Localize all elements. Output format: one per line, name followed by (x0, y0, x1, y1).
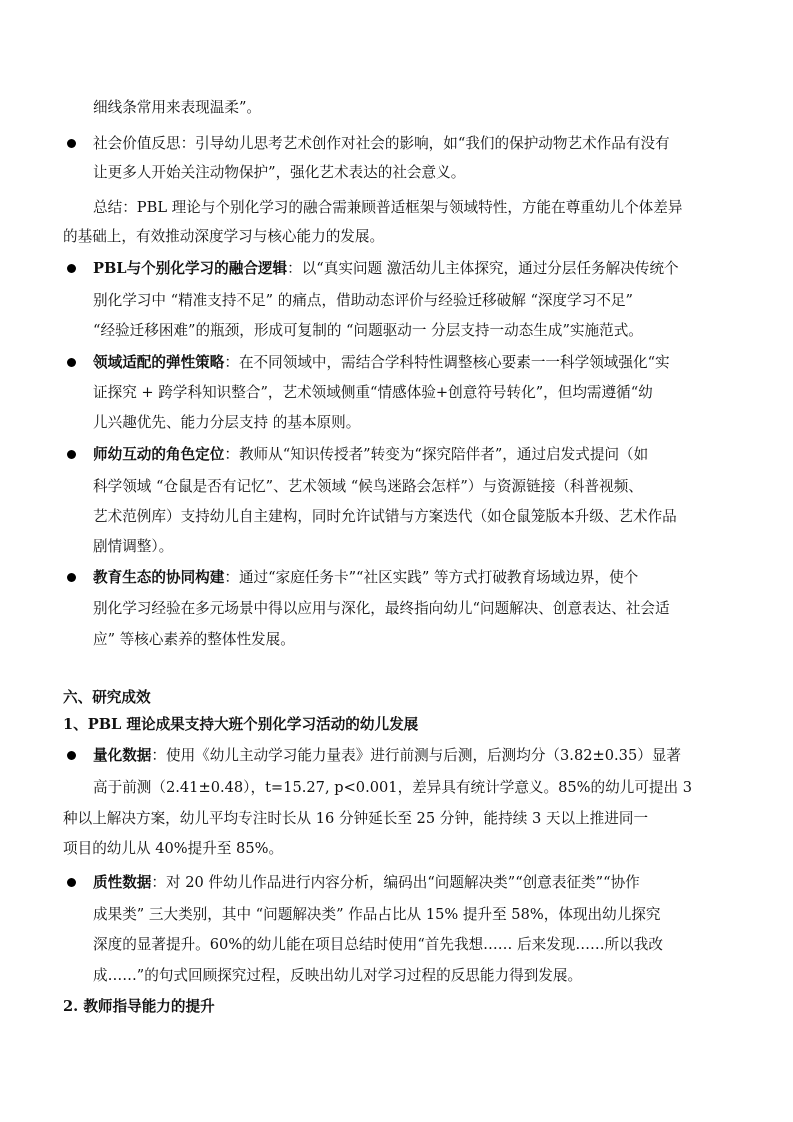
text-line: 证探究 + 跨学科知识整合”，艺术领域侧重“情感体验+创意符号转化”，但均需遵循“幼 (93, 384, 653, 401)
bullet-text: ：教师从“知识传授者”转变为“探究陪伴者”，通过启发式提问（如 (224, 446, 649, 463)
text-line: 成……”的句式回顾探究过程，反映出幼儿对学习过程的反思能力得到发展。 (93, 967, 583, 984)
bullet-icon (67, 573, 76, 582)
bullet-lead: 领域适配的弹性策略 (93, 354, 225, 371)
text-line: 细线条常用来表现温柔”。 (93, 99, 261, 116)
bullet-lead: 教育生态的协同构建 (93, 569, 225, 586)
text-line: 种以上解决方案，幼儿平均专注时长从 16 分钟延长至 25 分钟，能持续 3 天以上推进同一 (63, 810, 649, 827)
bullet-icon (67, 751, 76, 760)
bullet-text: ：在不同领域中，需结合学科特性调整核心要素一一科学领域强化“实 (224, 354, 670, 371)
text-line: “经验迁移困难”的瓶颈，形成可复制的 “问题驱动一 分层支持一动态生成”实施范式。 (93, 322, 643, 339)
subsection-heading: 1、PBL 理论成果支持大班个别化学习活动的幼儿发展 (63, 716, 419, 733)
text-line (93, 746, 681, 766)
text-line (93, 134, 670, 154)
text-line: 应” 等核心素养的整体性发展。 (93, 631, 295, 648)
bullet-lead: 师幼互动的角色定位 (93, 446, 225, 463)
text-line: 成果类” 三大类别，其中 “问题解决类” 作品占比从 15% 提升至 58%，体现出幼儿探究 (93, 906, 661, 923)
text-line (93, 568, 638, 588)
text-line: 剧情调整）。 (93, 538, 174, 555)
summary-line: 总结：PBL 理论与个别化学习的融合需兼顾普适框架与领域特性，方能在尊重幼儿个体差异 (93, 199, 683, 216)
text-line (93, 353, 670, 373)
bullet-text: ：对 20 件幼儿作品进行内容分析，编码出“问题解决类”“创意表征类”“协作 (151, 874, 640, 891)
bullet-lead: PBL与个别化学习的融合逻辑 (93, 260, 288, 277)
bullet-icon (67, 878, 76, 887)
bullet-text: ：通过“家庭任务卡”“社区实践” 等方式打破教育场域边界，使个 (224, 569, 639, 586)
bullet-icon (67, 358, 76, 367)
bullet-text: ：引导幼儿思考艺术创作对社会的影响，如“我们的保护动物艺术作品有没有 (180, 135, 670, 152)
text-line: 儿兴趣优先、能力分层支持 的基本原则。 (93, 414, 361, 431)
text-line (93, 259, 679, 279)
text-line: 科学领域 “仓鼠是否有记忆”、艺术领域 “候鸟迷路会怎样”）与资源链接（科普视频、 (93, 478, 643, 495)
bullet-icon (67, 139, 76, 148)
text-line: 项目的幼儿从 40%提升至 85%。 (63, 840, 284, 857)
summary-line: 的基础上，有效推动深度学习与核心能力的发展。 (63, 228, 385, 245)
text-line: 让更多人开始关注动物保护”，强化艺术表达的社会意义。 (93, 164, 466, 181)
section-heading: 六、研究成效 (63, 689, 151, 706)
bullet-icon (67, 450, 76, 459)
text-line: 别化学习经验在多元场景中得以应用与深化，最终指向幼儿“问题解决、创意表达、社会适 (93, 600, 670, 617)
bullet-text: ：使用《幼儿主动学习能力量表》进行前测与后测，后测均分（3.82±0.35）显著 (151, 747, 682, 764)
text-line: 高于前测（2.41±0.48），t=15.27, p<0.001，差异具有统计学意义。85%的幼儿可提出 3 (93, 779, 693, 796)
text-line: 艺术范例库）支持幼儿自主建构，同时允许试错与方案迭代（如仓鼠笼版本升级、艺术作品 (93, 508, 677, 525)
text-line: 深度的显著提升。60%的幼儿能在项目总结时使用“首先我想…… 后来发现……所以我改 (93, 936, 663, 953)
text-line: 别化学习中 “精准支持不足” 的痛点，借助动态评价与经验迁移破解 “深度学习不足” (93, 292, 633, 309)
subsection-heading: 2. 教师指导能力的提升 (63, 998, 215, 1015)
bullet-text: ：以“真实问题 激活幼儿主体探究，通过分层任务解决传统个 (287, 260, 679, 277)
bullet-lead: 社会价值反思 (93, 135, 181, 152)
bullet-lead: 质性数据 (93, 874, 152, 891)
text-line (93, 445, 648, 465)
text-line (93, 873, 640, 893)
bullet-icon (67, 264, 76, 273)
bullet-lead: 量化数据 (93, 747, 152, 764)
